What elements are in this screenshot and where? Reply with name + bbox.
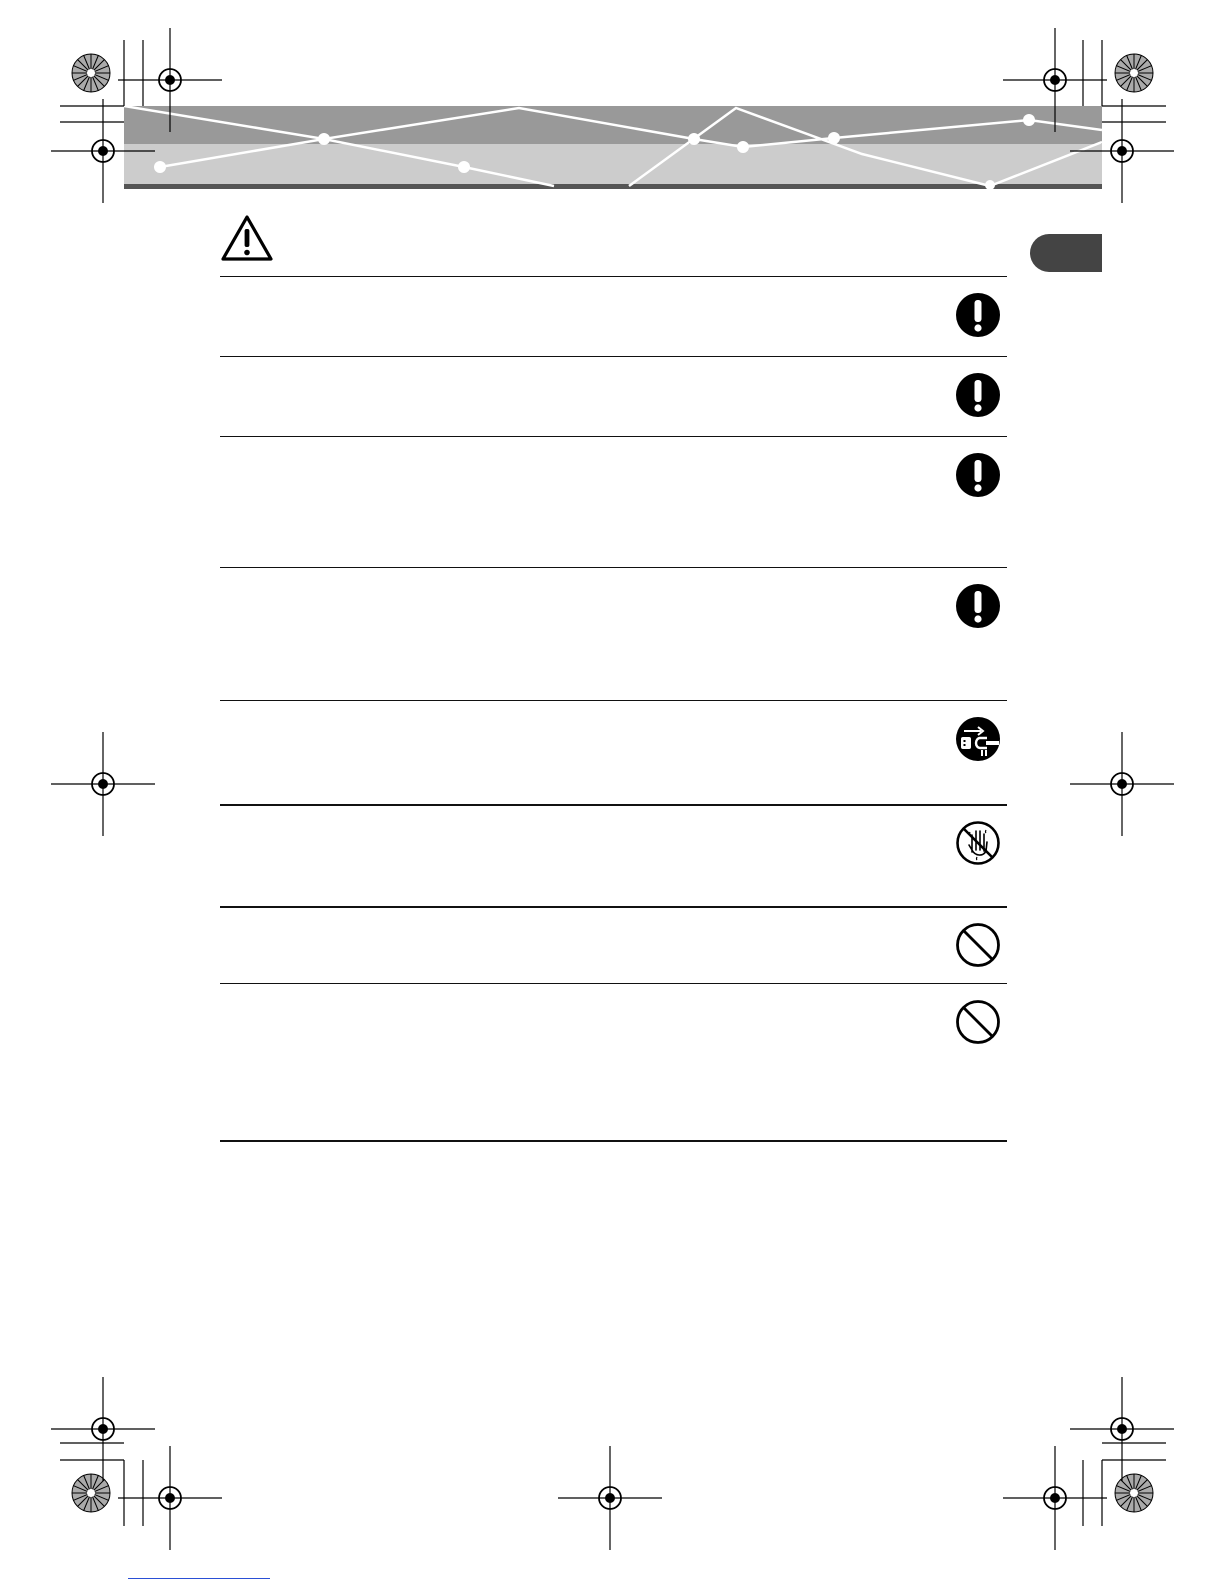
row-divider — [220, 700, 1007, 701]
row-divider — [220, 276, 1007, 277]
row-divider — [220, 567, 1007, 568]
warning-triangle-icon — [220, 214, 274, 262]
link-underline[interactable] — [128, 1578, 270, 1579]
row-divider — [220, 906, 1007, 908]
mandatory-action-icon — [955, 372, 1001, 418]
prohibited-icon — [955, 999, 1001, 1045]
row-divider — [220, 1140, 1007, 1142]
mandatory-action-icon — [955, 292, 1001, 338]
row-divider — [220, 356, 1007, 357]
mandatory-action-icon — [955, 452, 1001, 498]
no-wet-hands-icon — [955, 820, 1001, 866]
row-divider — [220, 436, 1007, 437]
section-tab — [1030, 234, 1102, 272]
warning-heading — [220, 214, 1007, 264]
row-divider — [220, 983, 1007, 984]
mandatory-action-icon — [955, 583, 1001, 629]
row-divider — [220, 804, 1007, 806]
prohibited-icon — [955, 922, 1001, 968]
unplug-power-icon — [955, 716, 1001, 762]
